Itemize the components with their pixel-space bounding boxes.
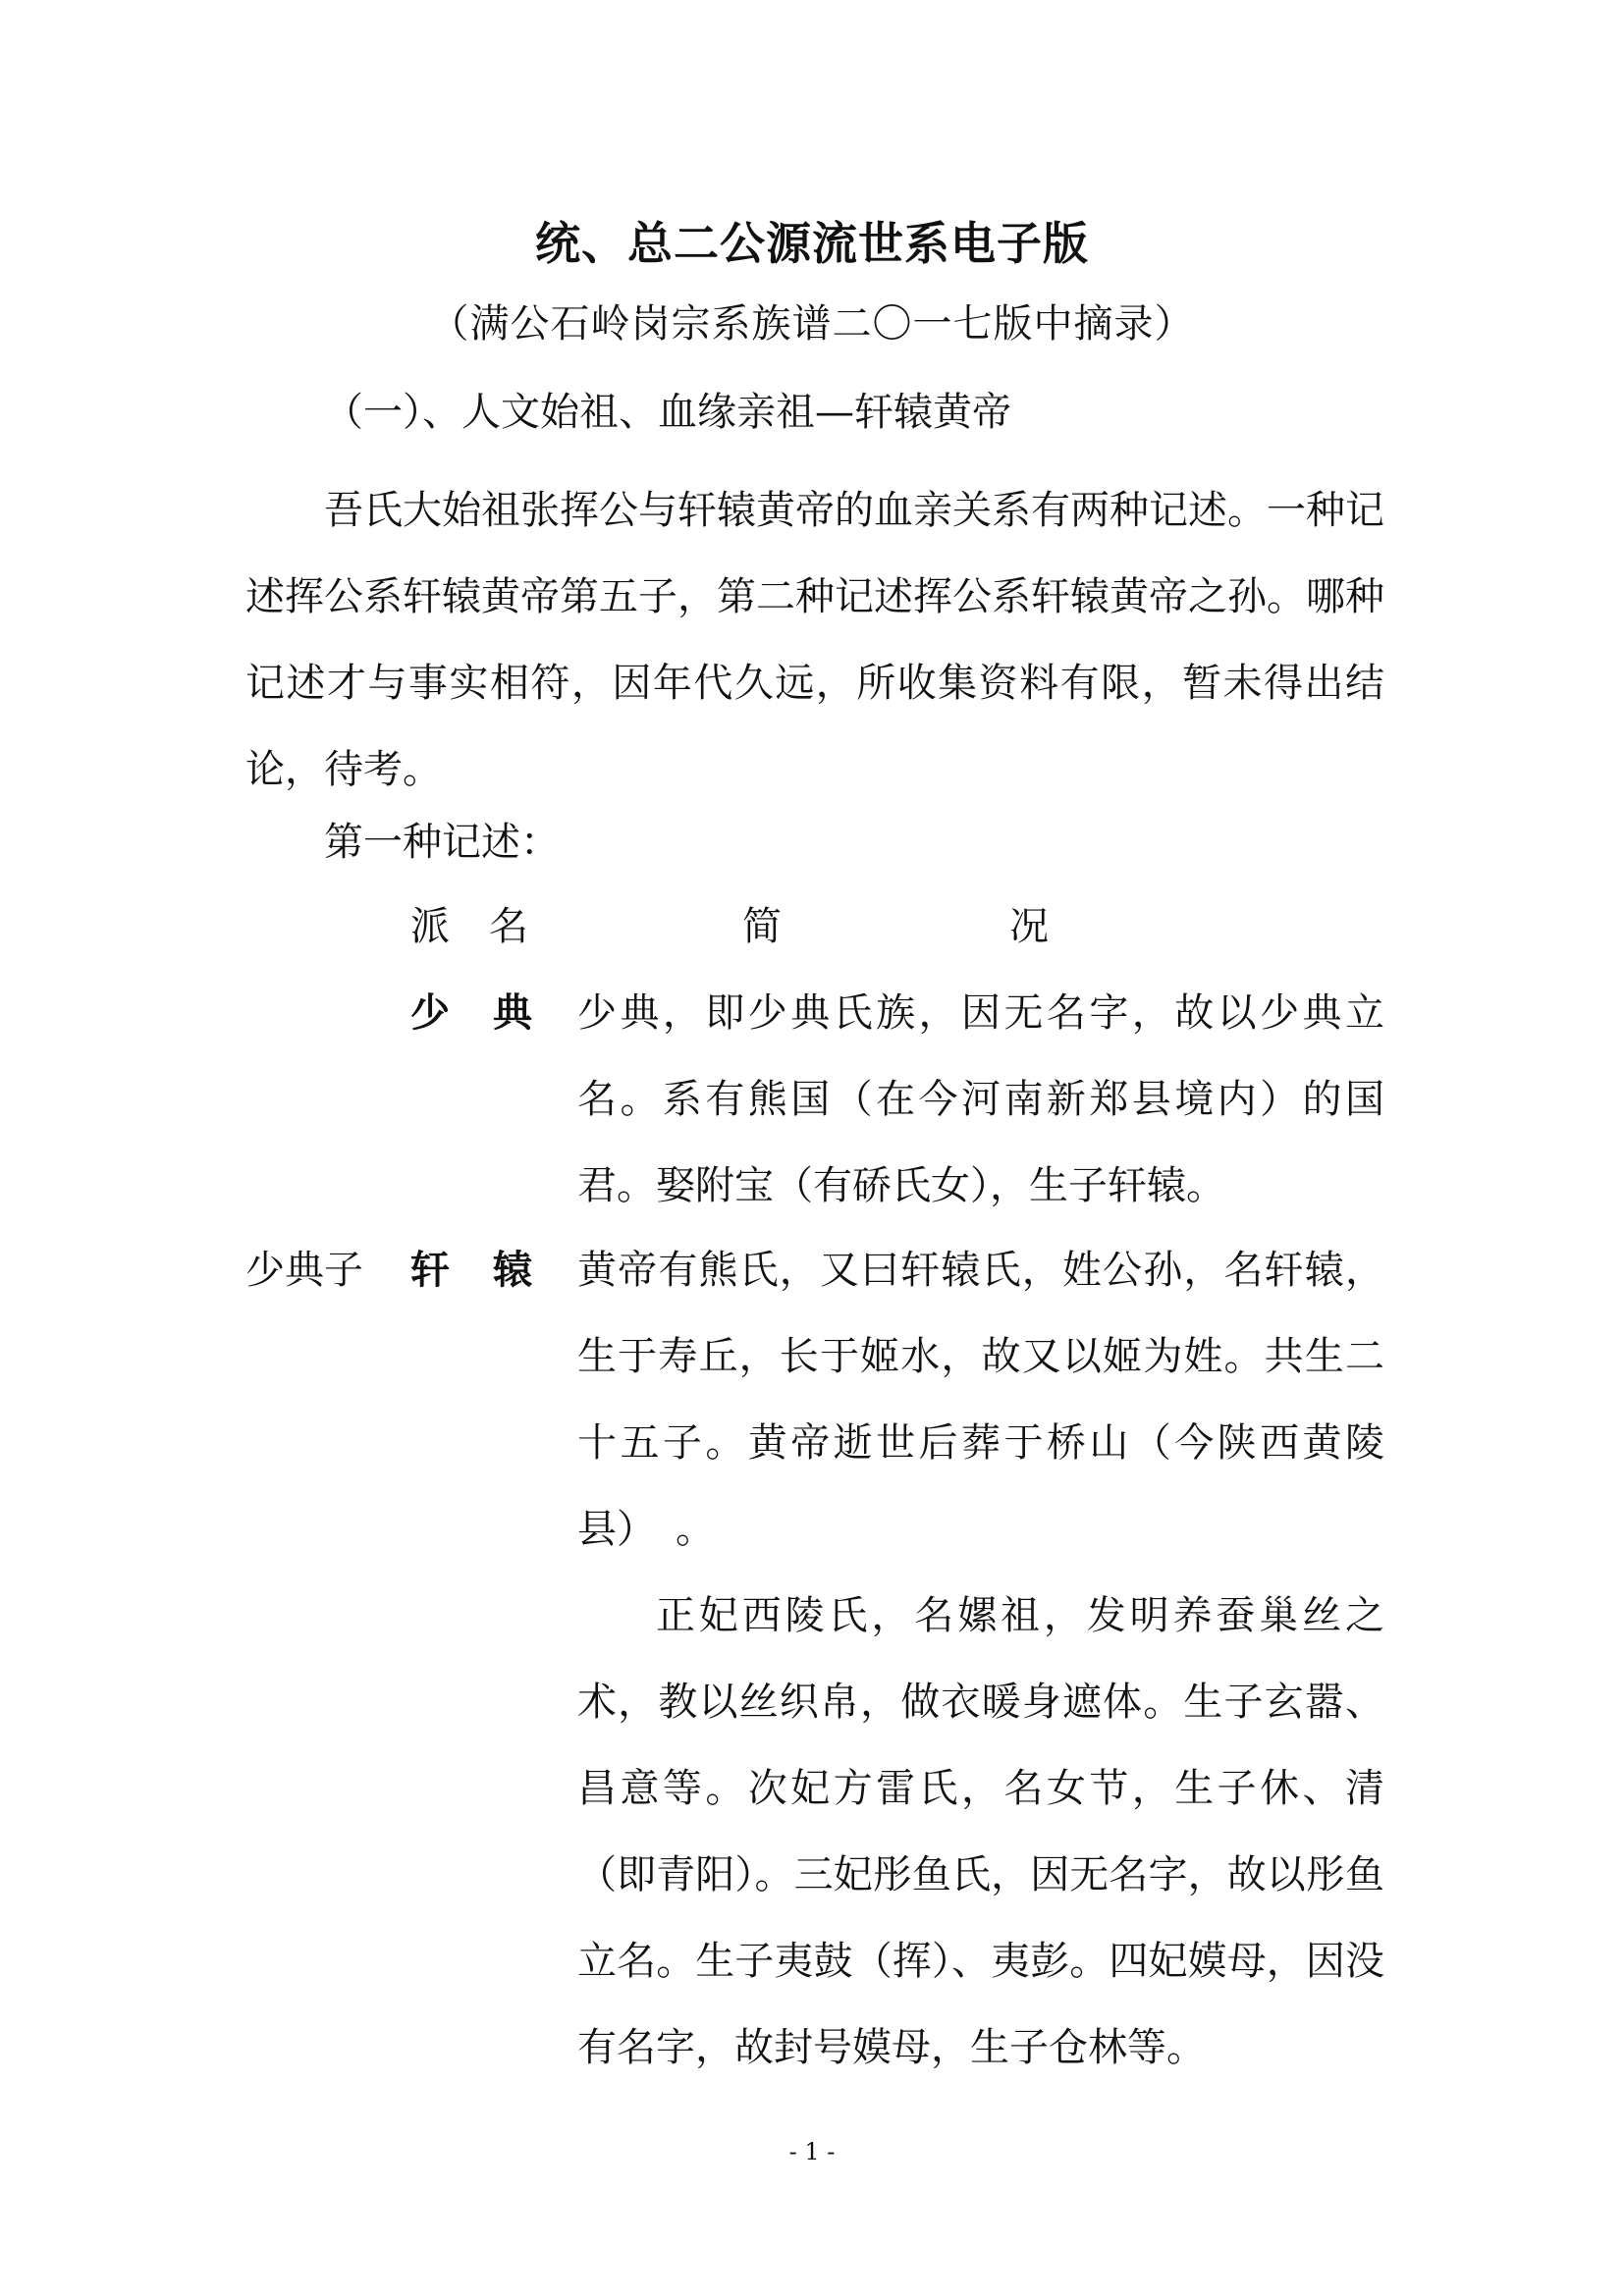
entry-description: 少典，即少典氏族，因无名字，故以少典立名。系有熊国（在今河南新郑县境内）的国君。娶附宝（有硚氏女），生子轩辕。 (577, 990, 1384, 1208)
document-subtitle: （满公石岭岗宗系族谱二〇一七版中摘录） (429, 301, 1195, 347)
table-header-desc-1: 简 (742, 904, 782, 949)
document-title: 统、总二公源流世系电子版 (535, 217, 1089, 270)
intro-paragraph: 吾氏大始祖张挥公与轩辕黄帝的血亲关系有两种记述。一种记述挥公系轩辕黄帝第五子，第二种记述挥公系轩辕黄帝之孙。哪种记述才与事实相符，因年代久远，所收集资料有限，暂未得出结论，待考。 (245, 488, 1384, 792)
table-header-desc-2: 况 (1009, 904, 1049, 949)
account-label: 第一种记述： (324, 820, 560, 865)
entry-name: 少典 (410, 989, 575, 1036)
entry-relation: 少典子 (245, 1248, 363, 1293)
page-number: - 1 - (788, 2138, 836, 2165)
section-heading: （一）、人文始祖、血缘亲祖—轩辕黄帝 (324, 390, 1011, 435)
entry-description: 黄帝有熊氏，又曰轩辕氏，姓公孙，名轩辕，生于寿丘，长于姬水，故又以姬为姓。共生二十五子。黄帝逝世后葬于桥山（今陕西黄陵县） 。 (577, 1248, 1384, 1552)
entry-name: 轩辕 (410, 1247, 575, 1293)
entry-description-continued: 正妃西陵氏，名嫘祖，发明养蚕巢丝之术，教以丝织帛，做衣暖身遮体。生子玄嚣、昌意等。次妃方雷氏，名女节，生子休、清（即青阳）。三妃彤鱼氏，因无名字，故以彤鱼立名。生子夷鼓（挥）、夷彭。四妃嫫母，因没有名字，故封号嫫母，生子仓林等。 (577, 1593, 1384, 2070)
table-header-name: 派 名 (410, 904, 528, 949)
